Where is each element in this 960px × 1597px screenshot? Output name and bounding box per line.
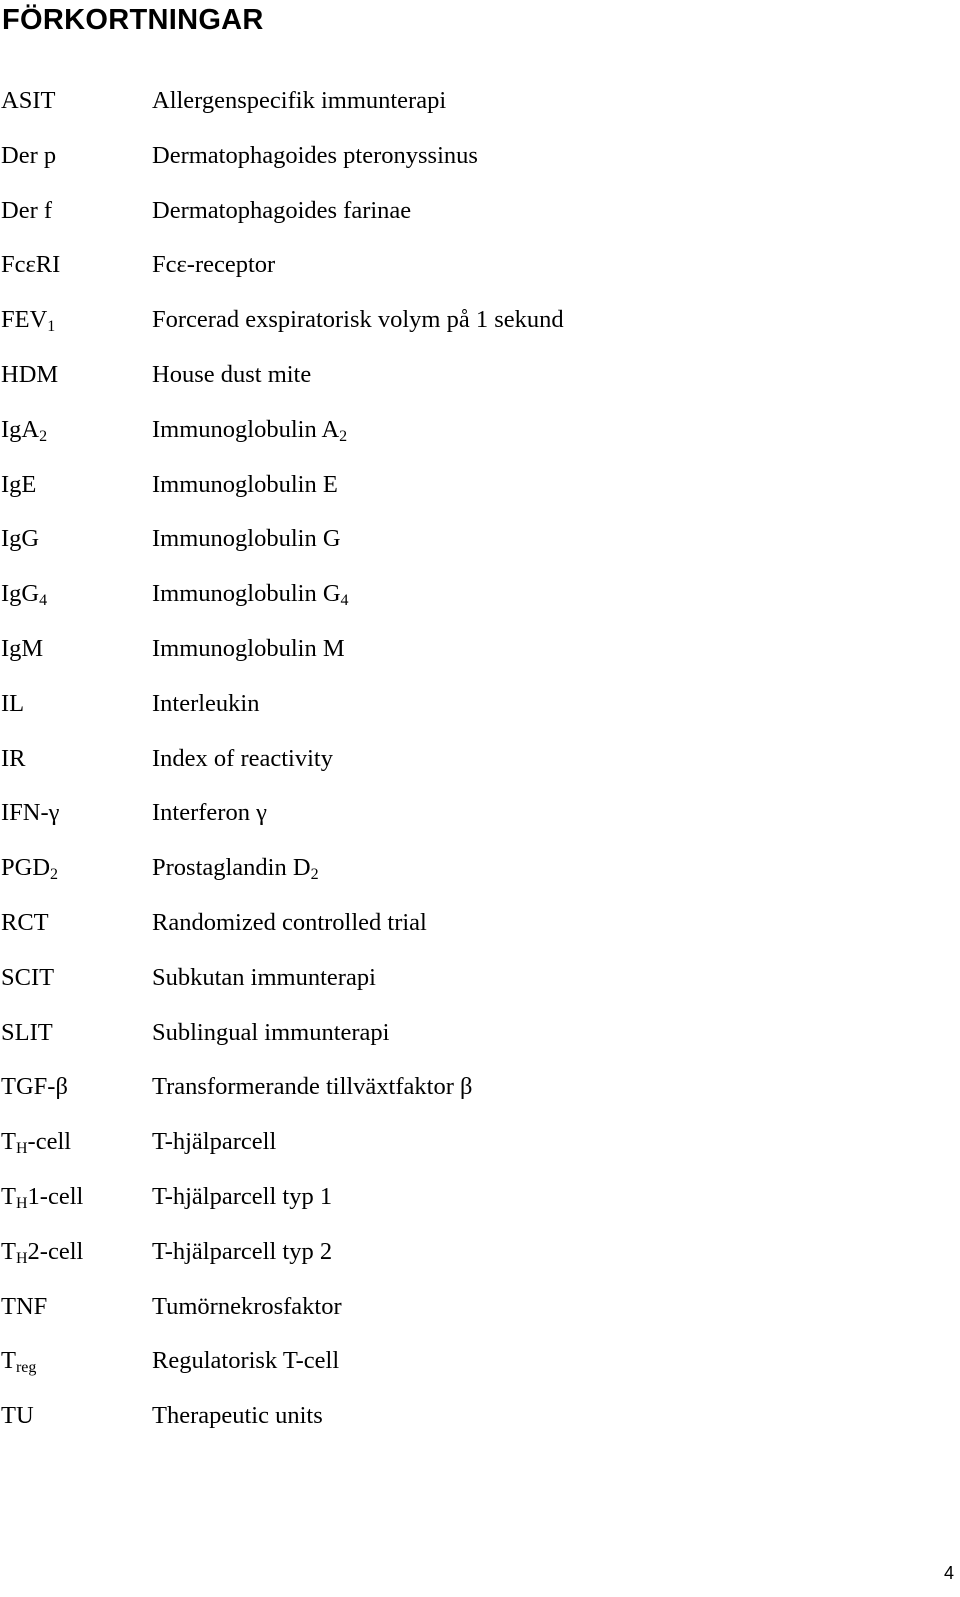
abbreviation-term-text: T (1, 1183, 16, 1210)
abbreviation-term (1, 1399, 34, 1433)
abbreviation-term-subscript: H (15, 1195, 28, 1212)
abbreviation-term-text: IL (1, 690, 25, 717)
abbreviation-definition (152, 1344, 339, 1378)
page-title: FÖRKORTNINGAR (2, 4, 264, 36)
abbreviation-row (0, 632, 900, 666)
abbreviation-term (1, 522, 39, 556)
abbreviation-definition (152, 522, 341, 556)
abbreviation-term (1, 194, 52, 228)
abbreviation-term-text: PGD (1, 854, 51, 881)
abbreviation-definition (152, 961, 376, 995)
abbreviation-term (1, 358, 58, 392)
abbreviation-term-text: IgG (1, 580, 40, 607)
abbreviation-row (0, 1180, 900, 1214)
abbreviation-term-text: Der p (1, 142, 57, 169)
abbreviation-definition-subscript: 4 (340, 592, 349, 609)
abbreviation-term (1, 303, 55, 337)
abbreviation-row (0, 522, 900, 556)
abbreviation-definition-text: Fcε-receptor (152, 251, 276, 278)
abbreviation-term (1, 248, 60, 282)
abbreviation-term-suffix: -cell (27, 1128, 72, 1155)
abbreviation-term-subscript: 2 (39, 428, 48, 445)
abbreviation-definition-subscript: 2 (339, 428, 348, 445)
abbreviation-term (1, 1180, 83, 1214)
abbreviation-definition-subscript: 2 (310, 866, 319, 883)
abbreviation-definition (152, 742, 333, 776)
abbreviation-term-text: Der f (1, 197, 53, 224)
abbreviation-term-subscript: 1 (47, 318, 56, 335)
abbreviation-definition-text: House dust mite (152, 361, 312, 388)
abbreviation-definition-text: Immunoglobulin A (152, 416, 340, 443)
abbreviation-definition-text: Immunoglobulin E (152, 471, 338, 498)
abbreviation-term (1, 961, 54, 995)
abbreviation-definition (152, 577, 349, 611)
abbreviation-definition (152, 632, 345, 666)
abbreviation-definition (152, 413, 347, 447)
abbreviation-term (1, 1016, 53, 1050)
abbreviation-definition-text: Immunoglobulin M (152, 635, 345, 662)
abbreviation-definition (152, 1180, 332, 1214)
abbreviation-term-text: IR (1, 745, 26, 772)
abbreviation-term-suffix: 1-cell (27, 1183, 84, 1210)
abbreviation-row (0, 1125, 900, 1159)
abbreviation-row (0, 851, 900, 885)
abbreviation-definition-text: Therapeutic units (152, 1402, 323, 1429)
abbreviation-term-text: IgA (1, 416, 40, 443)
abbreviation-definition-text: T-hjälparcell typ 1 (152, 1183, 333, 1210)
abbreviation-definition-text: Immunoglobulin G (152, 525, 341, 552)
abbreviation-term-text: T (1, 1347, 16, 1374)
abbreviation-row (0, 742, 900, 776)
abbreviation-term-subscript: H (15, 1140, 28, 1157)
abbreviation-term-text: RCT (1, 909, 49, 936)
abbreviation-definition-text: Interleukin (152, 690, 260, 717)
page-number: 4 (943, 1563, 954, 1583)
abbreviation-row (0, 961, 900, 995)
abbreviation-term-text: ASIT (1, 87, 56, 114)
abbreviation-row (0, 1016, 900, 1050)
abbreviation-term-text: TNF (1, 1293, 48, 1320)
abbreviation-term (1, 1344, 36, 1378)
abbreviation-definition (152, 1399, 323, 1433)
abbreviation-term-text: HDM (1, 361, 59, 388)
abbreviation-term-subscript: 4 (39, 592, 48, 609)
abbreviation-term (1, 468, 36, 502)
abbreviation-definition (152, 468, 338, 502)
abbreviation-definition-text: Tumörnekrosfaktor (152, 1293, 342, 1320)
abbreviation-definition (152, 796, 267, 830)
abbreviation-term-text: IgM (1, 635, 44, 662)
abbreviation-row (0, 1399, 900, 1433)
abbreviation-definition-text: Prostaglandin D (152, 854, 311, 881)
abbreviation-row (0, 194, 900, 228)
abbreviation-definition (152, 303, 564, 337)
abbreviation-term-text: FEV (1, 306, 48, 333)
abbreviation-row (0, 139, 900, 173)
abbreviation-term (1, 84, 55, 118)
abbreviation-definition (152, 1125, 276, 1159)
abbreviation-term (1, 851, 58, 885)
abbreviation-term-subscript: H (15, 1250, 28, 1267)
abbreviation-definition-text: Index of reactivity (152, 745, 333, 772)
abbreviation-definition (152, 194, 411, 228)
abbreviation-definition-text: Dermatophagoides farinae (152, 197, 412, 224)
abbreviation-definition-text: Regulatorisk T-cell (152, 1347, 340, 1374)
abbreviation-row (0, 1344, 900, 1378)
abbreviation-definition (152, 248, 275, 282)
abbreviation-definition-text: Interferon γ (152, 799, 267, 826)
abbreviation-definition (152, 358, 311, 392)
abbreviation-term (1, 906, 49, 940)
abbreviation-term (1, 1125, 71, 1159)
abbreviation-definition-text: Allergenspecifik immunterapi (152, 87, 447, 114)
abbreviation-definition (152, 1235, 332, 1269)
abbreviation-row (0, 248, 900, 282)
abbreviation-term (1, 577, 47, 611)
abbreviation-term-subscript: reg (15, 1359, 37, 1376)
abbreviation-term-text: SLIT (1, 1019, 53, 1046)
abbreviation-definition (152, 1016, 390, 1050)
abbreviation-row (0, 358, 900, 392)
abbreviation-term (1, 1235, 83, 1269)
abbreviation-row (0, 413, 900, 447)
abbreviation-term (1, 632, 43, 666)
abbreviation-term (1, 1070, 68, 1104)
abbreviation-definition (152, 906, 427, 940)
abbreviation-row (0, 906, 900, 940)
abbreviation-row (0, 84, 900, 118)
abbreviation-term-text: TGF-β (1, 1073, 68, 1100)
abbreviation-row (0, 577, 900, 611)
abbreviation-term-subscript: 2 (50, 866, 59, 883)
abbreviation-definition (152, 1070, 472, 1104)
abbreviation-term-text: IFN-γ (1, 799, 60, 826)
abbreviation-term-text: TU (1, 1402, 34, 1429)
abbreviation-definition (152, 1290, 342, 1324)
abbreviation-definition-text: Forcerad exspiratorisk volym på 1 sekund (152, 306, 564, 333)
abbreviation-definition-text: Subkutan immunterapi (152, 964, 376, 991)
abbreviation-definition-text: Immunoglobulin G (152, 580, 341, 607)
abbreviation-definition (152, 139, 478, 173)
abbreviation-term-text: FcεRI (1, 251, 61, 278)
abbreviation-term (1, 742, 26, 776)
abbreviation-definition (152, 687, 260, 721)
abbreviation-definition-text: Sublingual immunterapi (152, 1019, 390, 1046)
abbreviation-definition-text: T-hjälparcell typ 2 (152, 1238, 333, 1265)
abbreviation-row (0, 1235, 900, 1269)
abbreviation-row (0, 1070, 900, 1104)
abbreviation-term (1, 796, 59, 830)
abbreviation-row (0, 303, 900, 337)
abbreviation-term-text: SCIT (1, 964, 55, 991)
abbreviation-term (1, 1290, 47, 1324)
abbreviation-definition-text: Randomized controlled trial (152, 909, 427, 936)
abbreviation-definition (152, 84, 446, 118)
abbreviation-row (0, 687, 900, 721)
abbreviation-definition-text: Dermatophagoides pteronyssinus (152, 142, 478, 169)
abbreviation-row (0, 796, 900, 830)
abbreviation-term-text: IgG (1, 525, 40, 552)
abbreviation-term (1, 687, 24, 721)
abbreviation-term-text: IgE (1, 471, 37, 498)
abbreviation-term-suffix: 2-cell (27, 1238, 84, 1265)
abbreviation-definition (152, 851, 319, 885)
abbreviation-term-text: T (1, 1238, 16, 1265)
abbreviation-row (0, 1290, 900, 1324)
abbreviation-definition-text: T-hjälparcell (152, 1128, 277, 1155)
abbreviation-row (0, 468, 900, 502)
abbreviation-term (1, 139, 56, 173)
abbreviation-term-text: T (1, 1128, 16, 1155)
abbreviation-term (1, 413, 47, 447)
abbreviation-definition-text: Transformerande tillväxtfaktor β (152, 1073, 473, 1100)
